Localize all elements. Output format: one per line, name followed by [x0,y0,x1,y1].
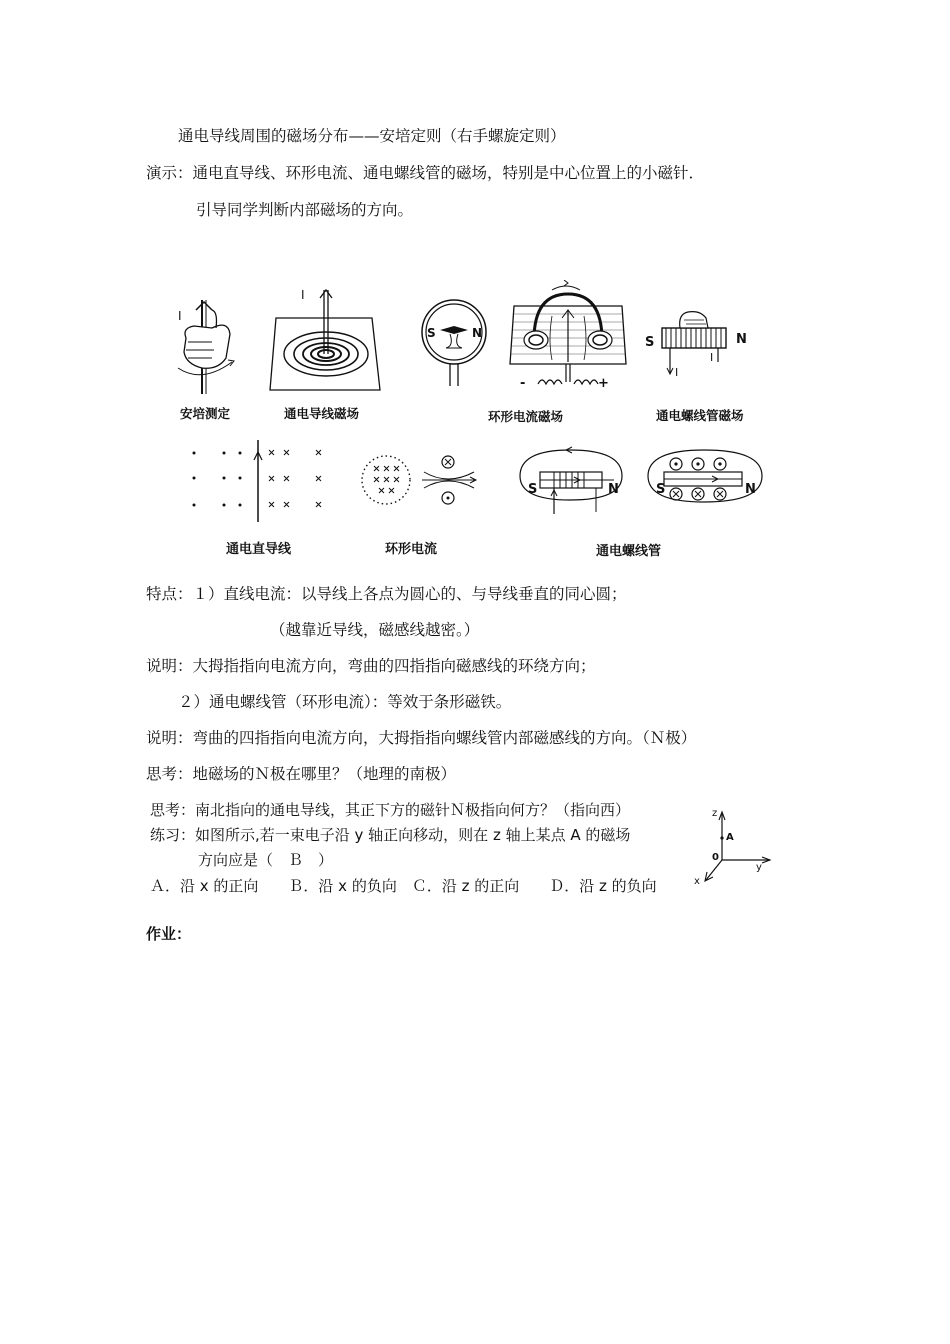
demo-line-1: 演示：通电直导线、环形电流、通电螺线管的磁场，特别是中心位置上的小磁针． [146,164,705,182]
solenoid-hand-s-label: S [645,335,655,350]
solenoid-hand-figure [656,308,732,378]
ampere-rule-hand-figure [172,298,252,398]
solenoid-2-n-label: N [745,482,756,497]
demo-line-2: 引导同学判断内部磁场的方向。 [196,201,414,219]
point-a-label: A [726,832,734,843]
solenoid-hand-n-label: N [736,332,747,347]
feature-explain-2: 说明：弯曲的四指指向电流方向，大拇指指向螺线管内部磁感线的方向。（Ｎ极） [146,729,697,747]
wire-current-label: I [301,288,305,302]
straight-wire-field-figure [268,288,388,398]
caption-ampere-rule: 安培测定 [180,406,231,421]
solenoid-1-s-label: S [528,482,538,497]
caption-ring-current-field: 环形电流磁场 [488,409,564,424]
caption-ring-current: 环形电流 [385,542,438,557]
caption-straight-wire: 通电直导线 [226,542,292,557]
axis-x-label: x [694,876,700,887]
solenoid-current-label-1: I [675,366,679,379]
solenoid-section-2-figure [644,446,768,512]
feature-point-2: ２）通电螺线管（环形电流）：等效于条形磁铁。 [178,693,512,711]
page-title: 通电导线周围的磁场分布——安培定则（右手螺旋定则） [178,127,566,145]
caption-solenoid: 通电螺线管 [596,544,662,559]
feature-point-1-note: （越靠近导线，磁感线越密。） [270,621,480,639]
ring-compass-n-label: N [472,326,483,340]
origin-label: 0 [712,852,719,863]
feature-point-1: 特点：１）直线电流：以导线上各点为圆心的、与导线垂直的同心圆； [146,585,627,603]
ampere-current-label: I [178,309,182,323]
axis-z-label: z [712,808,718,819]
ring-compass-figure [414,298,496,388]
exercise-practice-line-1: 练习：如图所示,若一束电子沿 y 轴正向移动，则在 z 轴上某点 A 的磁场 [150,826,631,844]
ring-cross-section-figure [422,452,482,508]
feature-explain-1: 说明：大拇指指向电流方向，弯曲的四指指向磁感线的环绕方向； [146,657,596,675]
axis-y-label: y [756,862,762,873]
caption-solenoid-field: 通电螺线管磁场 [656,408,744,423]
solenoid-current-label-2: I [710,351,714,364]
feature-think-1: 思考：地磁场的Ｎ极在哪里？（地理的南极） [146,765,457,783]
exercise-options: Ａ．沿 x 的正向 Ｂ．沿 x 的负向 Ｃ．沿 z 的正向 Ｄ．沿 z 的负向 [150,877,657,895]
homework-label: 作业： [146,925,192,943]
ring-minus-label: - [520,376,526,391]
ring-plus-label: + [598,376,609,391]
exercise-practice-line-2: 方向应是（ Ｂ ） [198,851,334,869]
exercise-think-2: 思考：南北指向的通电导线，其正下方的磁针Ｎ极指向何方？（指向西） [150,801,631,819]
ring-current-field-figure [508,280,628,400]
caption-straight-wire-field: 通电导线磁场 [284,406,360,421]
straight-wire-dots-crosses-figure [180,438,340,524]
solenoid-1-n-label: N [608,482,619,497]
ring-compass-s-label: S [427,326,436,340]
ring-current-crosses-figure [356,450,416,510]
solenoid-2-s-label: S [656,482,666,497]
